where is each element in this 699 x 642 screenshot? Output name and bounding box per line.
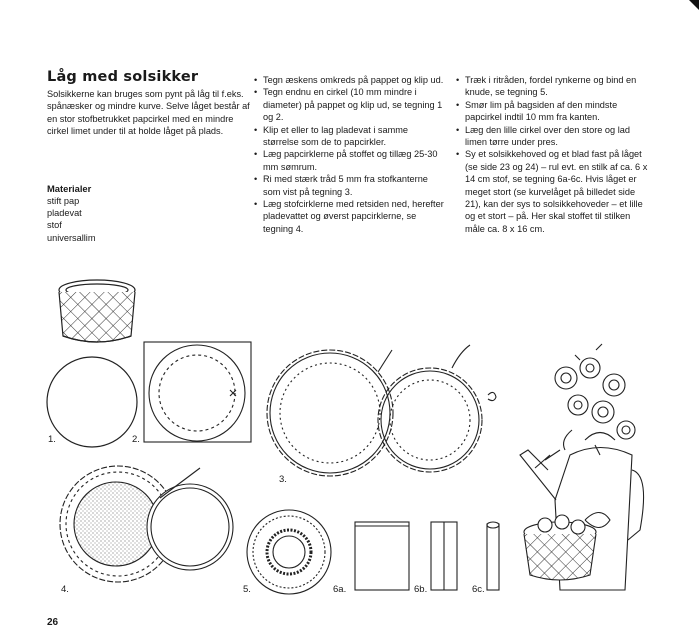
figure-1-circle (47, 357, 137, 447)
figure-5-drawing (247, 510, 331, 594)
figure-3-drawing (267, 345, 496, 476)
step-item: • Læg den lille cirkel over den store og lad limen tørre under pres. (456, 124, 648, 149)
intro-text: Solsikkerne kan bruges som pynt på låg til f.eks. spånæsker og mindre kurve. Selve låget består af en stor stofbetrukket papcirkel med en mindre cirkel limet under til at holde låget på plads. (47, 89, 250, 137)
figure-label-5: 5. (243, 584, 251, 595)
material-item: stift pap (47, 196, 80, 206)
watering-can-illustration (520, 344, 644, 590)
figure-label-6c: 6c. (472, 584, 485, 595)
step-item: • Klip et eller to lag pladevat i samme størrelse som de to papcirkler. (254, 124, 444, 149)
figure-label-2: 2. (132, 434, 140, 445)
materials-heading: Materialer (47, 183, 92, 194)
figure-6-drawing (355, 522, 499, 590)
page-number: 26 (47, 617, 59, 628)
step-item: • Ri med stærk tråd 5 mm fra stofkanterne som vist på tegning 3. (254, 173, 444, 198)
figure-2-drawing (144, 342, 251, 442)
step-item: • Smør lim på bagsiden af den mindste papcirkel indtil 10 mm fra kanten. (456, 99, 648, 124)
step-item: • Læg papcirklerne på stoffet og tillæg 25-30 mm sømrum. (254, 148, 444, 173)
material-item: stof (47, 220, 62, 231)
step-item: • Sy et solsikkehoved og et blad fast på låget (se side 23 og 24) – rul evt. en stilk af ca. 6 x 14 cm stof, se tegning 6a-6c. Hvis låget er meget stort (se kurvelåget på billedet side 21), kan der sys to solsikkehoveder – et lille og et stort – på. Her skal stoffet til stilken måle ca. 8 x 16 cm. (456, 148, 648, 235)
step-item: • Træk i ritråden, fordel rynkerne og bind en knude, se tegning 5. (456, 74, 648, 99)
page-title: Låg med solsikker (47, 69, 199, 85)
basket-illustration (59, 280, 135, 342)
figure-label-6b: 6b. (414, 584, 428, 595)
step-item: • Læg stofcirklerne med retsiden ned, herefter pladevattet og øverst papcirklerne, se tegning 4. (254, 198, 444, 235)
figure-label-4: 4. (61, 584, 69, 595)
figure-4-drawing (60, 466, 233, 582)
step-item: • Tegn æskens omkreds på pappet og klip ud. (254, 74, 444, 86)
figure-label-3: 3. (279, 474, 287, 485)
material-item: pladevat (47, 208, 82, 219)
figure-label-1: 1. (48, 434, 56, 445)
figure-label-6a: 6a. (333, 584, 347, 595)
step-item: • Tegn endnu en cirkel (10 mm mindre i diameter) på pappet og klip ud, se tegning 1 og 2. (254, 86, 444, 123)
material-item: universallim (47, 232, 96, 243)
